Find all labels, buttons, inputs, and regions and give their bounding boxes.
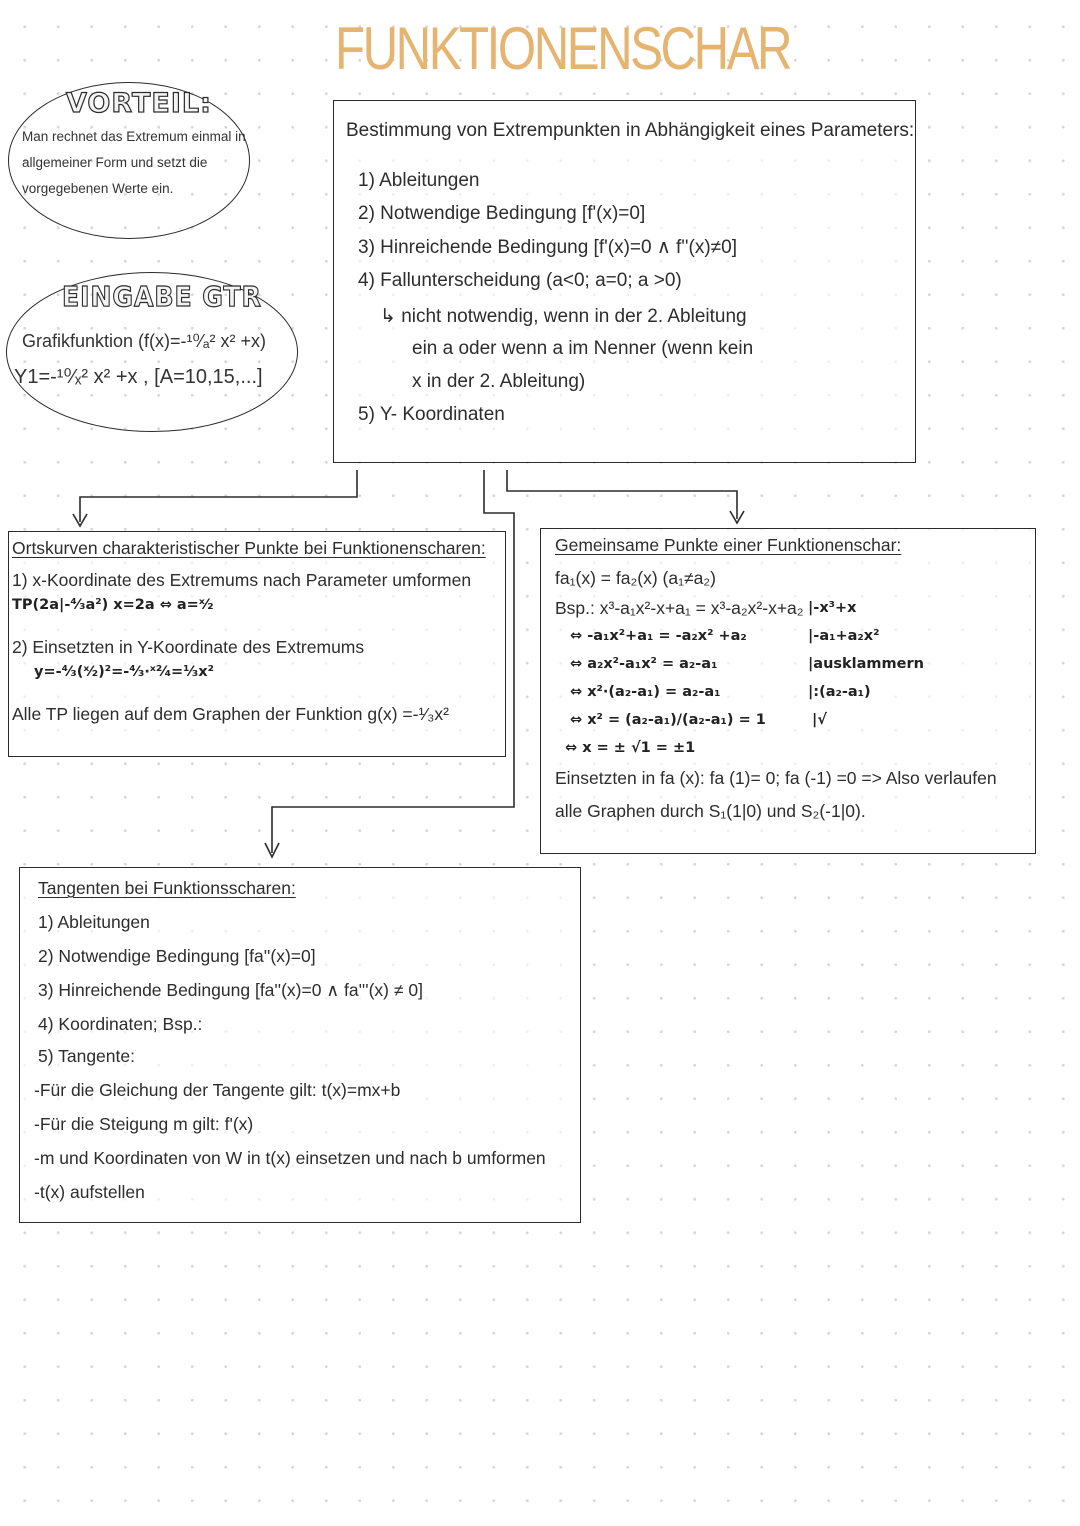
gemeinsame-line-3: ⇔ -a₁x²+a₁ = -a₂x² +a₂: [570, 628, 747, 644]
extrempunkte-step-5: 5) Y- Koordinaten: [358, 404, 505, 425]
gemeinsame-line-3-note: |-a₁+a₂x²: [808, 628, 880, 644]
extrempunkte-heading: Bestimmung von Extrempunkten in Abhängigkeit eines Parameters:: [346, 120, 915, 141]
extrempunkte-note-3: x in der 2. Ableitung): [412, 371, 586, 392]
gemeinsame-line-9: alle Graphen durch S₁(1|0) und S₂(-1|0).: [555, 801, 866, 821]
tangenten-line-6: -Für die Gleichung der Tangente gilt: t(x)=mx+b: [34, 1080, 401, 1100]
tangenten-line-9: -t(x) aufstellen: [34, 1182, 145, 1202]
tangenten-heading: Tangenten bei Funktionsscharen:: [38, 878, 296, 898]
gemeinsame-heading: Gemeinsame Punkte einer Funktionenschar:: [555, 535, 902, 555]
vorteil-line-3: vorgegebenen Werte ein.: [22, 181, 174, 196]
ortskurven-line-3: 2) Einsetzten in Y-Koordinate des Extremums: [12, 637, 365, 657]
gemeinsame-line-5-note: |:(a₂-a₁): [808, 684, 871, 700]
tangenten-line-5: 5) Tangente:: [38, 1046, 135, 1066]
gemeinsame-line-2: Bsp.: x³-a₁x²-x+a₁ = x³-a₂x²-x+a₂: [555, 598, 804, 618]
tangenten-line-4: 4) Koordinaten; Bsp.:: [38, 1014, 203, 1034]
gemeinsame-line-5: ⇔ x²·(a₂-a₁) = a₂-a₁: [570, 684, 721, 700]
extrempunkte-step-1: 1) Ableitungen: [358, 170, 480, 191]
gemeinsame-line-1: fa₁(x) = fa₂(x) (a₁≠a₂): [555, 568, 716, 588]
gemeinsame-line-6: ⇔ x² = (a₂-a₁)/(a₂-a₁) = 1: [570, 712, 766, 728]
tangenten-line-1: 1) Ableitungen: [38, 912, 150, 932]
gemeinsame-line-6-note: |√: [812, 712, 827, 728]
tangenten-line-8: -m und Koordinaten von W in t(x) einsetzen und nach b umformen: [34, 1148, 546, 1168]
gemeinsame-line-4: ⇔ a₂x²-a₁x² = a₂-a₁: [570, 656, 718, 672]
extrempunkte-note-1: ↳ nicht notwendig, wenn in der 2. Ableitung: [380, 306, 747, 327]
page-title: FUNKTIONENSCHAR: [335, 15, 791, 82]
tangenten-line-7: -Für die Steigung m gilt: f'(x): [34, 1114, 254, 1134]
gtr-heading: EINGABE GTR: [62, 280, 262, 313]
ortskurven-line-4: y=-⁴⁄₃(ˣ⁄₂)²=-⁴⁄₃·ˣ²⁄₄=¹⁄₃x²: [34, 664, 214, 680]
extrempunkte-note-2: ein a oder wenn a im Nenner (wenn kein: [412, 338, 754, 359]
gemeinsame-line-2-note: |-x³+x: [808, 600, 857, 616]
vorteil-heading: VORTEIL:: [66, 88, 212, 119]
extrempunkte-step-4: 4) Fallunterscheidung (a<0; a=0; a >0): [358, 270, 682, 291]
ortskurven-heading: Ortskurven charakteristischer Punkte bei Funktionenscharen:: [12, 538, 486, 558]
vorteil-line-2: allgemeiner Form und setzt die: [22, 155, 208, 170]
gemeinsame-line-7: ⇔ x = ± √1 = ±1: [565, 740, 696, 756]
ortskurven-line-1: 1) x-Koordinate des Extremums nach Parameter umformen: [12, 570, 472, 590]
gtr-line-2: Y1=-¹⁰⁄ₓ² x² +x , [A=10,15,...]: [14, 366, 263, 388]
ortskurven-line-5: Alle TP liegen auf dem Graphen der Funktion g(x) =-¹⁄₃x²: [12, 704, 449, 724]
ortskurven-line-2: TP(2a|-⁴⁄₃a²) x=2a ⇔ a=ˣ⁄₂: [12, 597, 214, 613]
vorteil-line-1: Man rechnet das Extremum einmal in: [22, 129, 246, 144]
extrempunkte-step-2: 2) Notwendige Bedingung [f'(x)=0]: [358, 203, 646, 224]
gtr-line-1: Grafikfunktion (f(x)=-¹⁰⁄ₐ² x² +x): [22, 331, 266, 351]
gemeinsame-line-8: Einsetzten in fa (x): fa (1)= 0; fa (-1) =0 => Also verlaufen: [555, 768, 997, 788]
tangenten-line-3: 3) Hinreichende Bedingung [fa''(x)=0 ∧ fa'''(x) ≠ 0]: [38, 980, 423, 1000]
extrempunkte-step-3: 3) Hinreichende Bedingung [f'(x)=0 ∧ f''(x)≠0]: [358, 237, 737, 258]
gemeinsame-line-4-note: |ausklammern: [808, 656, 924, 672]
tangenten-line-2: 2) Notwendige Bedingung [fa''(x)=0]: [38, 946, 316, 966]
